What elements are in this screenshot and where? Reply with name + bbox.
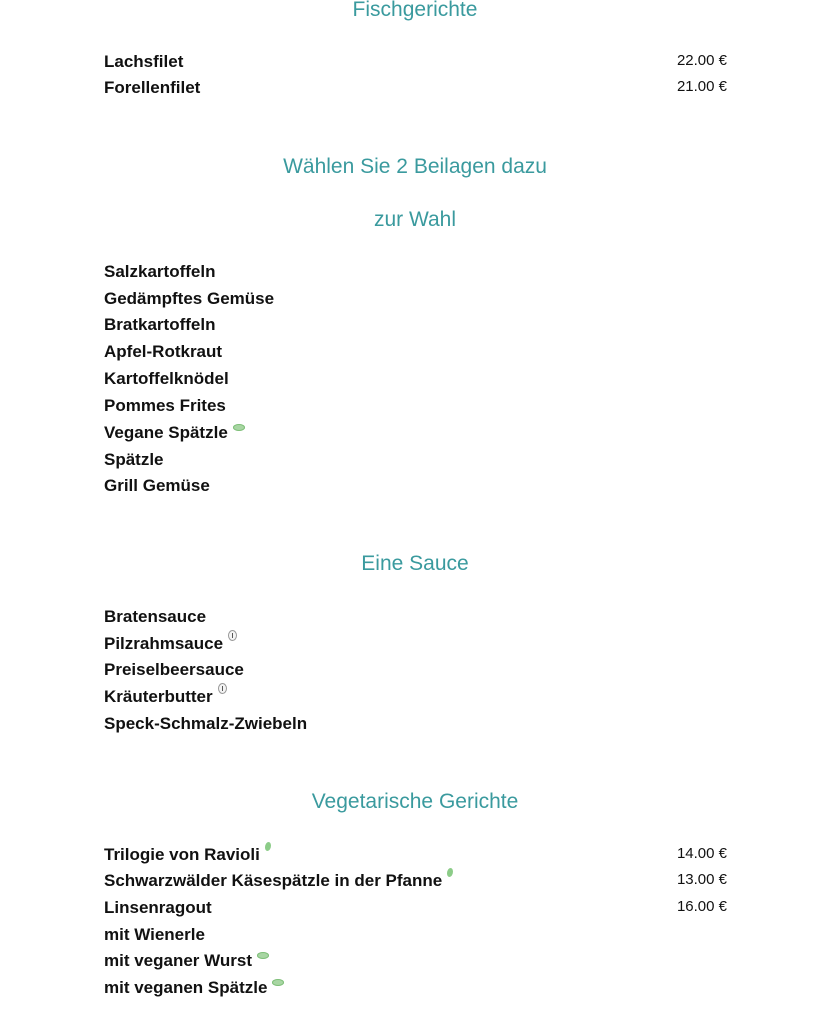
menu-item-name: Lachsfilet [104, 52, 184, 71]
menu-item [104, 842, 727, 868]
side-name: Bratkartoffeln [104, 315, 216, 334]
list-item [104, 631, 727, 657]
list-item [104, 286, 727, 312]
lactose-drop-icon [218, 683, 227, 694]
side-name-wrap [104, 420, 245, 446]
menu-item-price: 16.00 € [676, 898, 727, 915]
side-name: Kartoffelknödel [104, 369, 229, 388]
section-title-vegetarian: Vegetarische Gerichte [311, 790, 519, 813]
menu-item-name: mit veganen Spätzle [104, 978, 268, 997]
list-item [104, 393, 727, 419]
section-title-sides: Wählen Sie 2 Beilagen dazu [283, 155, 547, 178]
menu-item [104, 868, 727, 894]
section-title-sauce: Eine Sauce [361, 552, 469, 575]
menu-item-name-wrap [104, 948, 269, 974]
vegetarian-sprout-icon [447, 868, 453, 877]
list-item [104, 684, 727, 710]
menu-item-price: 21.00 € [676, 78, 727, 95]
menu-item-name: Forellenfilet [104, 78, 201, 97]
side-name: Salzkartoffeln [104, 262, 216, 281]
sauce-name: Pilzrahmsauce [104, 634, 224, 653]
sauce-name: Bratensauce [104, 607, 207, 626]
lactose-drop-icon [228, 630, 237, 641]
menu-item-price: 22.00 € [676, 52, 727, 69]
section-title-fish: Fischgerichte [352, 0, 478, 21]
vegan-leaf-icon [257, 952, 269, 959]
list-item [104, 711, 727, 737]
sauce-name: Kräuterbutter [104, 687, 213, 706]
menu-item-price: 14.00 € [676, 845, 727, 862]
list-item [104, 657, 727, 683]
side-name: Grill Gemüse [104, 476, 210, 495]
sauce-name: Preiselbeersauce [104, 660, 244, 679]
side-name: Gedämpftes Gemüse [104, 289, 275, 308]
menu-item-name: Linsenragout [104, 898, 212, 917]
menu-item [104, 895, 727, 921]
menu-item [104, 49, 727, 75]
side-name: Vegane Spätzle [104, 423, 228, 442]
vegan-leaf-icon [272, 979, 284, 986]
list-item [104, 259, 727, 285]
side-name: Apfel-Rotkraut [104, 342, 223, 361]
menu-item [104, 75, 727, 101]
menu-item-name-wrap [104, 842, 271, 868]
menu-item-price: 13.00 € [676, 871, 727, 888]
vegetarian-sprout-icon [265, 842, 271, 851]
side-name: Pommes Frites [104, 396, 226, 415]
list-item [104, 604, 727, 630]
vegan-leaf-icon [233, 424, 245, 431]
list-item [104, 312, 727, 338]
menu-item-name: Schwarzwälder Käsespätzle in der Pfanne [104, 871, 443, 890]
menu-item-name-wrap [104, 975, 284, 1001]
list-item [104, 473, 727, 499]
sauce-name-wrap [104, 631, 237, 657]
list-item [104, 339, 727, 365]
list-item [104, 366, 727, 392]
menu-item-name-wrap [104, 868, 453, 894]
menu-item [104, 975, 727, 1001]
sauce-name: Speck-Schmalz-Zwiebeln [104, 714, 308, 733]
list-item [104, 420, 727, 446]
section-subtitle-sides: zur Wahl [373, 208, 457, 231]
sauce-name-wrap [104, 684, 227, 710]
menu-item [104, 948, 727, 974]
menu-item-name: mit veganer Wurst [104, 951, 253, 970]
menu-item-name: Trilogie von Ravioli [104, 845, 260, 864]
side-name: Spätzle [104, 450, 164, 469]
menu-item-name: mit Wienerle [104, 925, 205, 944]
menu-item [104, 922, 727, 948]
list-item [104, 447, 727, 473]
